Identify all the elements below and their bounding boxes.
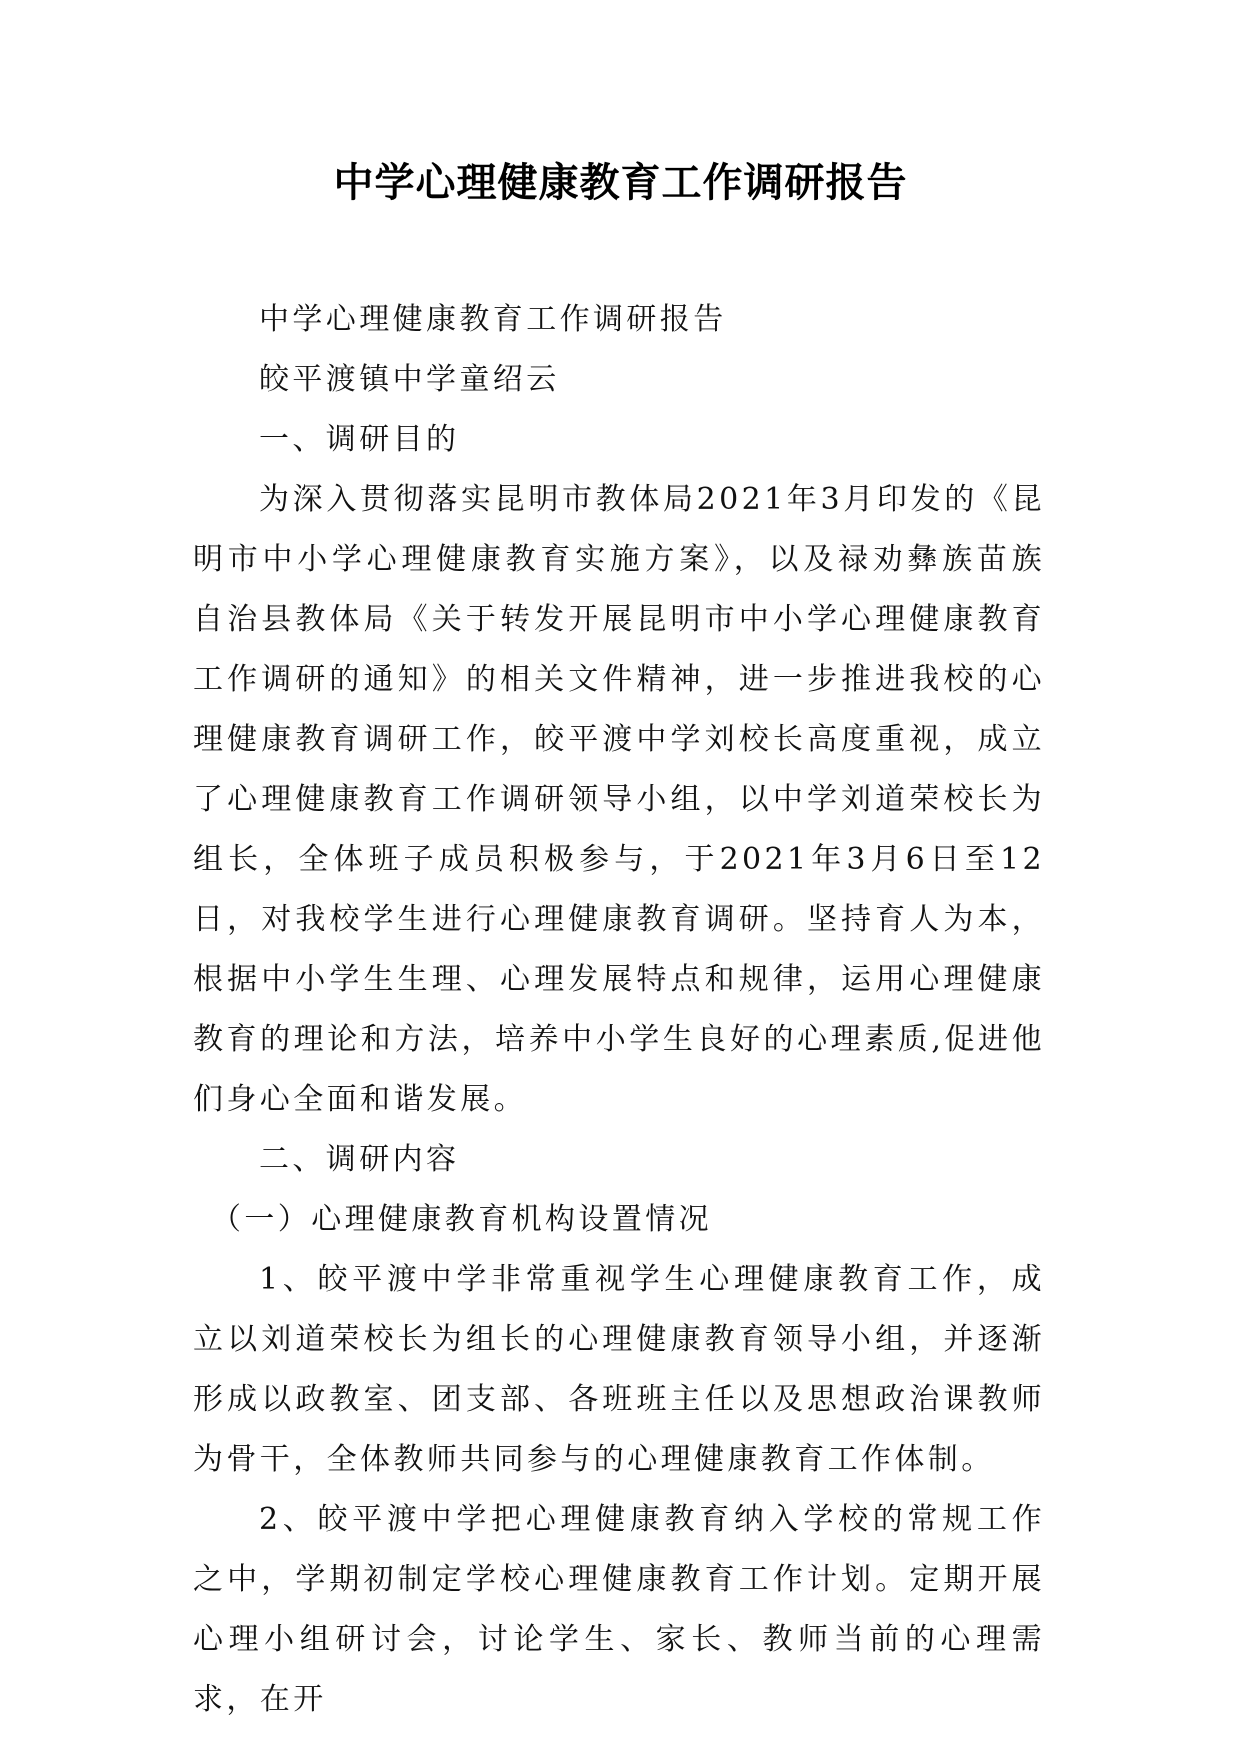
document-body [193,290,1045,1730]
subsection-heading-organization: （一）心理健康教育机构设置情况 [211,1202,712,1237]
paragraph-purpose: 为深入贯彻落实昆明市教体局2021年3月印发的《昆明市中小学心理健康教育实施方案》，以及禄劝彝族苗族自治县教体局《关于转发开展昆明市中小学心理健康教育工作调研的通知》的相关文件精神，进一步推进我校的心理健康教育调研工作，皎平渡中学刘校长高度重视，成立了心理健康教育工作调研领导小组，以中学刘道荣校长为组长，全体班子成员积极参与，于2021年3月6日至12日，对我校学生进行心理健康教育调研。坚持育人为本，根据中小学生生理、心理发展特点和规律，运用心理健康教育的理论和方法，培养中小学生良好的心理素质,促进他们身心全面和谐发展。 [193,482,1045,1117]
section-heading-content: 二、调研内容 [259,1142,460,1177]
subtitle-paragraph: 中学心理健康教育工作调研报告 [259,302,727,337]
author-line: 皎平渡镇中学童绍云 [259,362,560,397]
document-title: 中学心理健康教育工作调研报告 [333,160,908,206]
paragraph-item-1: 1、皎平渡中学非常重视学生心理健康教育工作，成立以刘道荣校长为组长的心理健康教育领导小组，并逐渐形成以政教室、团支部、各班班主任以及思想政治课教师为骨干，全体教师共同参与的心理健康教育工作体制。 [193,1262,1045,1477]
paragraph-item-2: 2、皎平渡中学把心理健康教育纳入学校的常规工作之中，学期初制定学校心理健康教育工作计划。定期开展心理小组研讨会，讨论学生、家长、教师当前的心理需求，在开 [193,1502,1045,1717]
section-heading-purpose: 一、调研目的 [259,422,460,457]
